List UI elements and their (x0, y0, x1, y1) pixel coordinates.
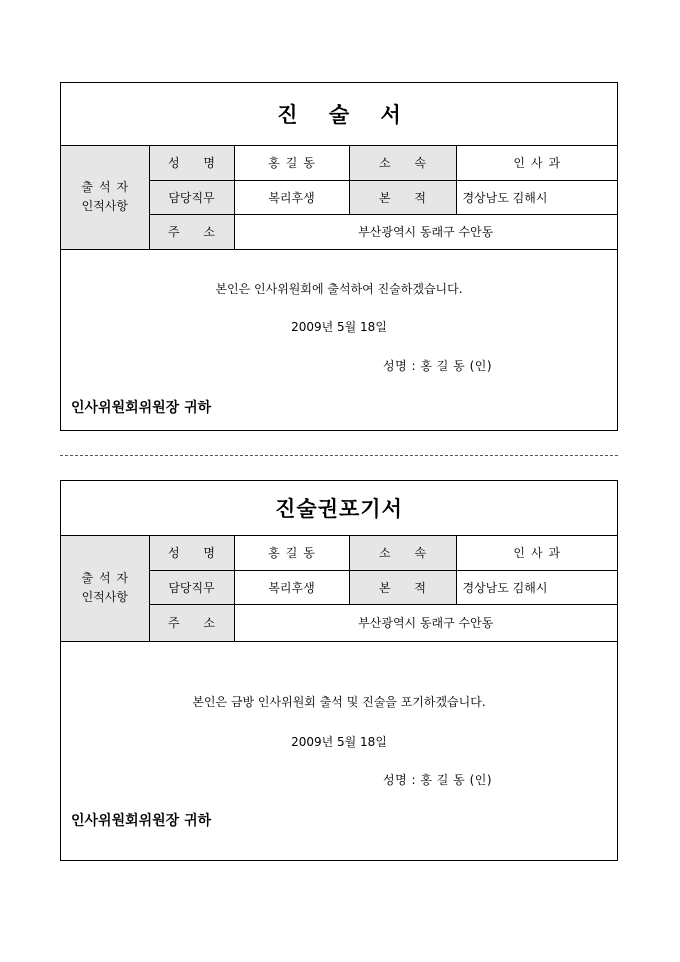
waiver-form (60, 480, 618, 861)
name-label: 성 명 (149, 146, 234, 180)
addressee: 인사위원회위원장 귀하 (71, 399, 212, 416)
dept-value: 인사과 (456, 146, 617, 180)
attendee-group-label: 출석자 인적사항 (61, 536, 149, 641)
address-value: 부산광역시 동래구 수안동 (234, 604, 617, 641)
form-title: 진술권포기서 (61, 481, 617, 536)
duty-value: 복리후생 (234, 180, 349, 214)
signature-line: 성명 : 홍 길 동 (인) (383, 772, 493, 787)
attendee-group-label: 출석자 인적사항 (61, 146, 149, 249)
origin-value: 경상남도 김해시 (456, 570, 617, 604)
signature-line: 성명 : 홍 길 동 (인) (383, 358, 493, 373)
statement-text: 본인은 인사위원회에 출석하여 진술하겠습니다. (215, 281, 463, 296)
cut-line-divider (60, 455, 618, 456)
name-label: 성 명 (149, 536, 234, 570)
statement-date: 2009년 5월 18일 (291, 319, 387, 334)
attendee-info-table (61, 146, 617, 250)
statement-date: 2009년 5월 18일 (291, 734, 387, 749)
statement-form (60, 82, 618, 431)
duty-value: 복리후생 (234, 570, 349, 604)
statement-text: 본인은 금방 인사위원회 출석 및 진술을 포기하겠습니다. (192, 694, 486, 709)
origin-value: 경상남도 김해시 (456, 180, 617, 214)
dept-value: 인사과 (456, 536, 617, 570)
address-value: 부산광역시 동래구 수안동 (234, 214, 617, 249)
attendee-info-table (61, 536, 617, 642)
addressee: 인사위원회위원장 귀하 (71, 812, 212, 829)
address-label: 주 소 (149, 604, 234, 641)
address-label: 주 소 (149, 214, 234, 249)
form-title: 진 술 서 (61, 83, 617, 146)
duty-label: 담당직무 (149, 570, 234, 604)
dept-label: 소 속 (349, 536, 456, 570)
name-value: 홍길동 (234, 536, 349, 570)
name-value: 홍길동 (234, 146, 349, 180)
dept-label: 소 속 (349, 146, 456, 180)
origin-label: 본 적 (349, 180, 456, 214)
duty-label: 담당직무 (149, 180, 234, 214)
origin-label: 본 적 (349, 570, 456, 604)
